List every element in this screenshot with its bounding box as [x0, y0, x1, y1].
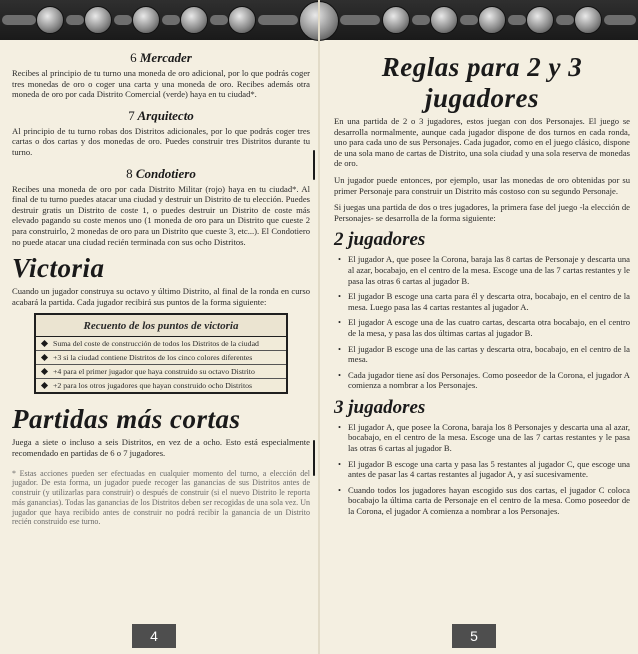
intro-paragraph: En una partida de 2 o 3 jugadores, estos juegan con dos Personajes. El juego se desarrolla normalmente, aunque cada jugador dispone de dos turnos en cada ronda, uno para cada uno de sus Personajes. Cada jugador, como en el juego clásico, dispone de una sola mano de cartas de Distrito, una sola ciudad y una sola reserva de monedas de oro. — [334, 116, 630, 169]
section-title-text: Arquitecto — [137, 107, 194, 123]
section-title-condotiero — [12, 166, 310, 182]
left-page — [0, 0, 318, 654]
scoring-row — [36, 351, 286, 365]
section-title-text: Mercader — [139, 50, 192, 65]
victoria-text: Cuando un jugador construya su octavo y último Distrito, al final de la ronda en curso acabará la partida. Cada jugador recibirá sus puntos de la forma siguiente: — [12, 286, 310, 307]
intro-paragraph: Un jugador puede entonces, por ejemplo, usar las monedas de oro obtenidas por su primer Personaje para construir un Distrito más costoso con su segundo Personaje. — [334, 174, 630, 196]
section-number: 8 — [126, 165, 133, 181]
reglas-heading: Reglas para 2 y 3 jugadores — [381, 52, 583, 113]
diamond-bullet-icon — [41, 340, 48, 347]
list-item: • El jugador B escoge una carta para él y descarta otra, bocabajo, en el centro de la mesa. Luego pasa las 4 cartas restantes al jugador A. — [334, 291, 630, 312]
scoring-row-text: +3 si la ciudad contiene Distritos de los cinco colores diferentes — [53, 353, 253, 363]
page-number: 4 — [132, 624, 176, 648]
scoring-row-text: +2 para los otros jugadores que hayan construido ocho Distritos — [53, 381, 253, 391]
right-page — [320, 0, 638, 654]
two-players-heading: 2 jugadores — [334, 229, 426, 251]
section-title-text: Condotiero — [135, 165, 196, 181]
section-title-arquitecto — [12, 108, 310, 124]
scoring-box — [34, 313, 288, 394]
list-item: • El jugador A, que posee la Corona, baraja las 8 cartas de Personaje y descarta una al azar, bocabajo, en el centro de la mesa. Escoge una de las 7 cartas restantes y le pasa las otras 6 cartas al jugador B. — [334, 254, 630, 286]
arquitecto-text: Al principio de tu turno robas dos Distritos adicionales, por lo que podrás coger tres cartas o dos cartas y dos monedas de oro. Puedes construir tres Distritos durante tu turno. — [12, 125, 310, 157]
section-number: 6 — [130, 50, 137, 65]
diamond-bullet-icon — [41, 354, 48, 361]
list-item: • El jugador B escoge una carta y pasa las 5 restantes al jugador C, que escoge una antes de pasar las 4 cartas restantes al jugador A, y así sucesivamente. — [334, 459, 630, 480]
partidas-cortas-heading: Partidas más cortas — [12, 404, 241, 435]
condotiero-text: Recibes una moneda de oro por cada Distrito Militar (rojo) haya en tu ciudad*. Al final de tu turno puedes atacar una ciudad y destruir un Distrito de tu elección. Puedes destruir gratis un Distrito de coste 1, o puedes destruir un Distrito de coste más elevado pagando su coste menos uno (1 moneda de oro para un Distrito que cueste 2 para construirlo, 2 monedas de oro para un Distrito que cueste 3, etc...). El Condotiero no puede atacar una ciudad recién terminada con sus ocho Distritos. — [12, 183, 310, 247]
scoring-row — [36, 337, 286, 351]
partidas-cortas-text: Juega a siete o incluso a seis Distritos, en vez de a ocho. Esto está especialmente recomendado en partidas de 6 o 7 jugadores. — [12, 437, 310, 458]
section-number: 7 — [128, 107, 135, 123]
two-players-list — [334, 254, 630, 391]
scoring-title: Recuento de los puntos de victoria — [36, 315, 286, 337]
list-item: • El jugador A escoge una de las cuatro cartas, descarta otra bocabajo, en el centro de la mesa, y pasa las dos últimas cartas al jugador B. — [334, 317, 630, 338]
list-item: • El jugador A, que posee la Corona, baraja los 8 Personajes y descarta una al azar, bocabajo, en el centro de la mesa. Escoge una de las 7 cartas restantes y le pasa las otras 6 cartas al jugador B. — [334, 422, 630, 454]
three-players-list — [334, 422, 630, 517]
section-title-mercader — [12, 50, 310, 66]
intro-paragraph: Si juegas una partida de dos o tres jugadores, la primera fase del juego -la elección de Personajes- se desarrolla de la forma siguiente: — [334, 202, 630, 223]
list-item: • El jugador B escoge una de las cartas y descarta otra, bocabajo, en el centro de la mesa. — [334, 344, 630, 365]
scoring-row — [36, 365, 286, 379]
diamond-bullet-icon — [41, 368, 48, 375]
list-item: • Cada jugador tiene así dos Personajes. Como poseedor de la Corona, el jugador A comienza a nombrar a los Personajes. — [334, 370, 630, 391]
scoring-row-text: +4 para el primer jugador que haya construido su octavo Distrito — [53, 367, 255, 377]
footnote: * Estas acciones pueden ser efectuadas en cualquier momento del turno, a elección del jugador. De esta forma, un jugador puede recoger las ganancias de sus Distritos antes de construir (y utilizarlas para construir) o después de construir (si el nuevo Distrito le reporta más ganancias). Todas las ganancias de los Distritos deben ser recogidas de una sola vez. Un jugador que haya recibido antes de construir no podrá recibir la ganancia de un Distrito recién construido ese turno. — [12, 468, 310, 527]
scoring-row-text: Suma del coste de construcción de todos los Distritos de la ciudad — [53, 339, 259, 349]
three-players-heading: 3 jugadores — [334, 396, 426, 418]
list-item: • Cuando todos los jugadores hayan escogido sus dos cartas, el jugador C coloca bocabajo la última carta de Personaje en el centro de la mesa. Como poseedor de la Corona, el jugador A comienza a nombrar a los Personajes. — [334, 485, 630, 517]
mercader-text: Recibes al principio de tu turno una moneda de oro adicional, por lo que podrás coger tres monedas de oro o coger una carta y una moneda de oro. Recibes además otra moneda de oro por cada Distrito Comercial (verde) haya en tu ciudad*. — [12, 68, 310, 100]
scoring-row — [36, 379, 286, 392]
diamond-bullet-icon — [41, 382, 48, 389]
page-number: 5 — [452, 624, 496, 648]
victoria-heading: Victoria — [12, 253, 105, 284]
